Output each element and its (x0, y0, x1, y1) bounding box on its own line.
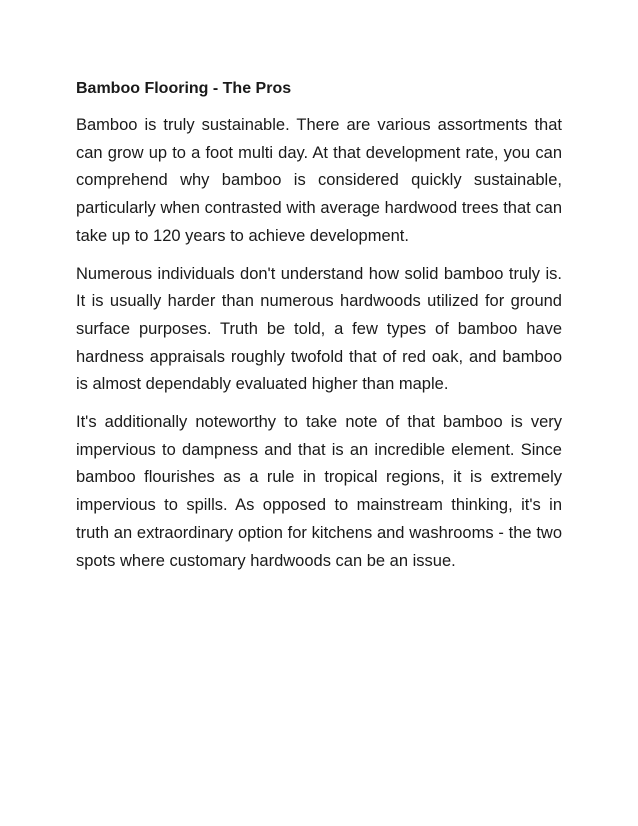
document-body (76, 78, 562, 585)
document-heading: Bamboo Flooring - The Pros (76, 80, 292, 97)
paragraph-hardness: Numerous individuals don't understand how solid bamboo truly is. It is usually harder than numerous hardwoods utilized for ground surface purposes. Truth be told, a few types of bamboo have hardness appraisals roughly twofold that of red oak, and bamboo is almost dependably evaluated higher than maple. (76, 264, 562, 394)
paragraph-moisture: It's additionally noteworthy to take note of that bamboo is very impervious to dampness and that is an incredible element. Since bamboo flourishes as a rule in tropical regions, it is extremely impervious to spills. As opposed to mainstream thinking, it's in truth an extraordinary option for kitchens and washrooms - the two spots where customary hardwoods can be an issue. (76, 413, 562, 570)
paragraph-sustainability: Bamboo is truly sustainable. There are various assortments that can grow up to a foot multi day. At that development rate, you can comprehend why bamboo is considered quickly sustainable, particularly when contrasted with average hardwood trees that can take up to 120 years to achieve development. (76, 116, 562, 245)
